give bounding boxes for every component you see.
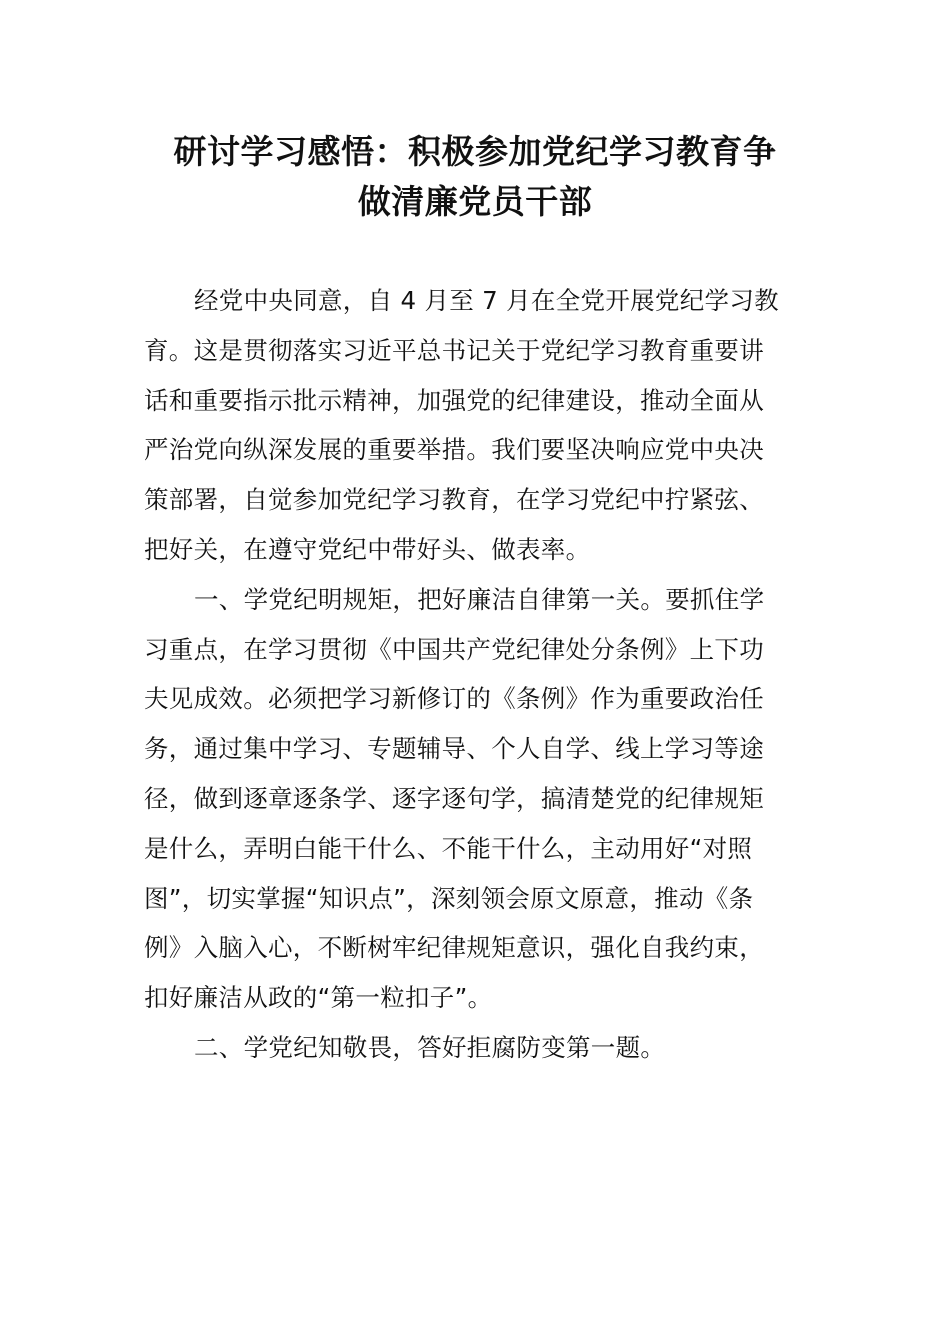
document-title-line-1: 研讨学习感悟：积极参加党纪学习教育争 bbox=[173, 132, 777, 171]
document-body bbox=[144, 276, 808, 1073]
paragraph-line: 策部署，自觉参加党纪学习教育，在学习党纪中拧紧弦、 bbox=[144, 485, 764, 515]
paragraph-line: 习重点，在学习贯彻《中国共产党纪律处分条例》上下功 bbox=[144, 634, 764, 664]
paragraph-line: 是什么，弄明白能干什么、不能干什么，主动用好“对照 bbox=[144, 833, 753, 863]
paragraph-line: 夫见成效。必须把学习新修订的《条例》作为重要政治任 bbox=[144, 684, 764, 714]
document-title-line-2: 做清廉党员干部 bbox=[357, 182, 593, 221]
paragraph-line: 图”，切实掌握“知识点”，深刻领会原文原意，推动《条 bbox=[144, 883, 754, 913]
section-heading-line: 一、学党纪明规矩，把好廉洁自律第一关。要抓住学 bbox=[194, 584, 765, 614]
paragraph-line: 务，通过集中学习、专题辅导、个人自学、线上学习等途 bbox=[144, 734, 764, 764]
paragraph-line: 扣好廉洁从政的“第一粒扣子”。 bbox=[144, 983, 493, 1013]
paragraph-line: 话和重要指示批示精神，加强党的纪律建设，推动全面从 bbox=[144, 385, 764, 415]
paragraph-line: 径，做到逐章逐条学、逐字逐句学，搞清楚党的纪律规矩 bbox=[144, 783, 764, 813]
paragraph-line: 育。这是贯彻落实习近平总书记关于党纪学习教育重要讲 bbox=[144, 335, 764, 365]
paragraph-line: 经党中央同意，自 4 月至 7 月在全党开展党纪学习教 bbox=[194, 286, 779, 315]
paragraph-line: 把好关，在遵守党纪中带好头、做表率。 bbox=[144, 534, 591, 564]
paragraph-line: 例》入脑入心，不断树牢纪律规矩意识，强化自我约束， bbox=[144, 933, 764, 963]
section-heading-line: 二、学党纪知敬畏，答好拒腐防变第一题。 bbox=[194, 1032, 666, 1062]
paragraph-line: 严治党向纵深发展的重要举措。我们要坚决响应党中央决 bbox=[144, 435, 764, 465]
